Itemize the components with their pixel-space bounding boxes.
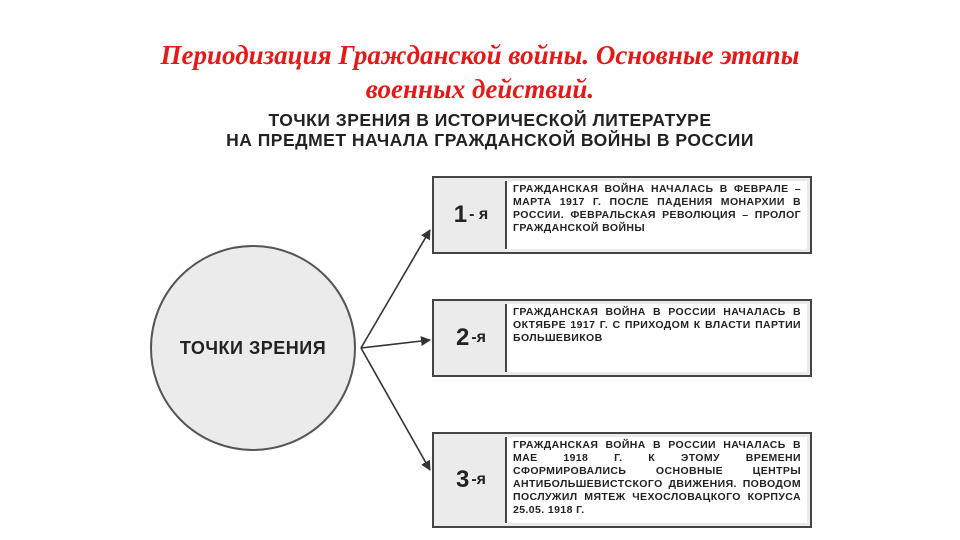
stage-box-2 bbox=[432, 299, 812, 377]
stage-3-digit: 3 bbox=[455, 466, 470, 493]
stage-3-number bbox=[437, 437, 507, 523]
stage-1-number bbox=[437, 181, 507, 249]
stage-1-suffix: - я bbox=[469, 206, 489, 223]
slide-title-line-1: Периодизация Гражданской войны. Основные этапы bbox=[160, 40, 800, 70]
arrow-to-stage-2 bbox=[361, 340, 430, 348]
diagram-heading bbox=[190, 110, 790, 150]
arrow-to-stage-3 bbox=[361, 348, 430, 470]
stage-2-text: ГРАЖДАНСКАЯ ВОЙНА В РОССИИ НАЧАЛАСЬ В ОКТЯБРЕ 1917 Г. С ПРИХОДОМ К ВЛАСТИ ПАРТИИ БОЛЬШЕВИКОВ bbox=[507, 304, 807, 372]
arrow-to-stage-1 bbox=[361, 230, 430, 348]
stage-1-text: ГРАЖДАНСКАЯ ВОЙНА НАЧАЛАСЬ В ФЕВРАЛЕ – МАРТА 1917 Г. ПОСЛЕ ПАДЕНИЯ МОНАРХИИ В РОССИИ. ФЕВРАЛЬСКАЯ РЕВОЛЮЦИЯ – ПРОЛОГ ГРАЖДАНСКОЙ ВОЙНЫ bbox=[507, 181, 807, 249]
viewpoints-circle bbox=[150, 245, 356, 451]
stage-3-text: ГРАЖДАНСКАЯ ВОЙНА В РОССИИ НАЧАЛАСЬ В МАЕ 1918 Г. К ЭТОМУ ВРЕМЕНИ СФОРМИРОВАЛИСЬ ОСНОВНЫЕ ЦЕНТРЫ АНТИБОЛЬШЕВИСТСКОГО ДВИЖЕНИЯ. ПОВОДОМ ПОСЛУЖИЛ МЯТЕЖ ЧЕХОСЛОВАЦКОГО КОРПУСА 25.05. 1918 Г. bbox=[507, 437, 807, 523]
stage-box-1 bbox=[432, 176, 812, 254]
diagram-heading-line-1: ТОЧКИ ЗРЕНИЯ В ИСТОРИЧЕСКОЙ ЛИТЕРАТУРЕ bbox=[268, 110, 712, 130]
slide-title-line-2: военных действий. bbox=[365, 74, 595, 104]
stage-1-digit: 1 bbox=[453, 201, 468, 228]
stage-2-number bbox=[437, 304, 507, 372]
viewpoints-circle-label: ТОЧКИ ЗРЕНИЯ bbox=[179, 337, 327, 358]
stage-2-suffix: -я bbox=[471, 329, 487, 346]
slide-title bbox=[60, 38, 900, 106]
diagram-heading-line-2: НА ПРЕДМЕТ НАЧАЛА ГРАЖДАНСКОЙ ВОЙНЫ В РОССИИ bbox=[226, 130, 754, 150]
stage-box-3 bbox=[432, 432, 812, 528]
stage-3-suffix: -я bbox=[471, 471, 487, 488]
stage-2-digit: 2 bbox=[455, 324, 470, 351]
